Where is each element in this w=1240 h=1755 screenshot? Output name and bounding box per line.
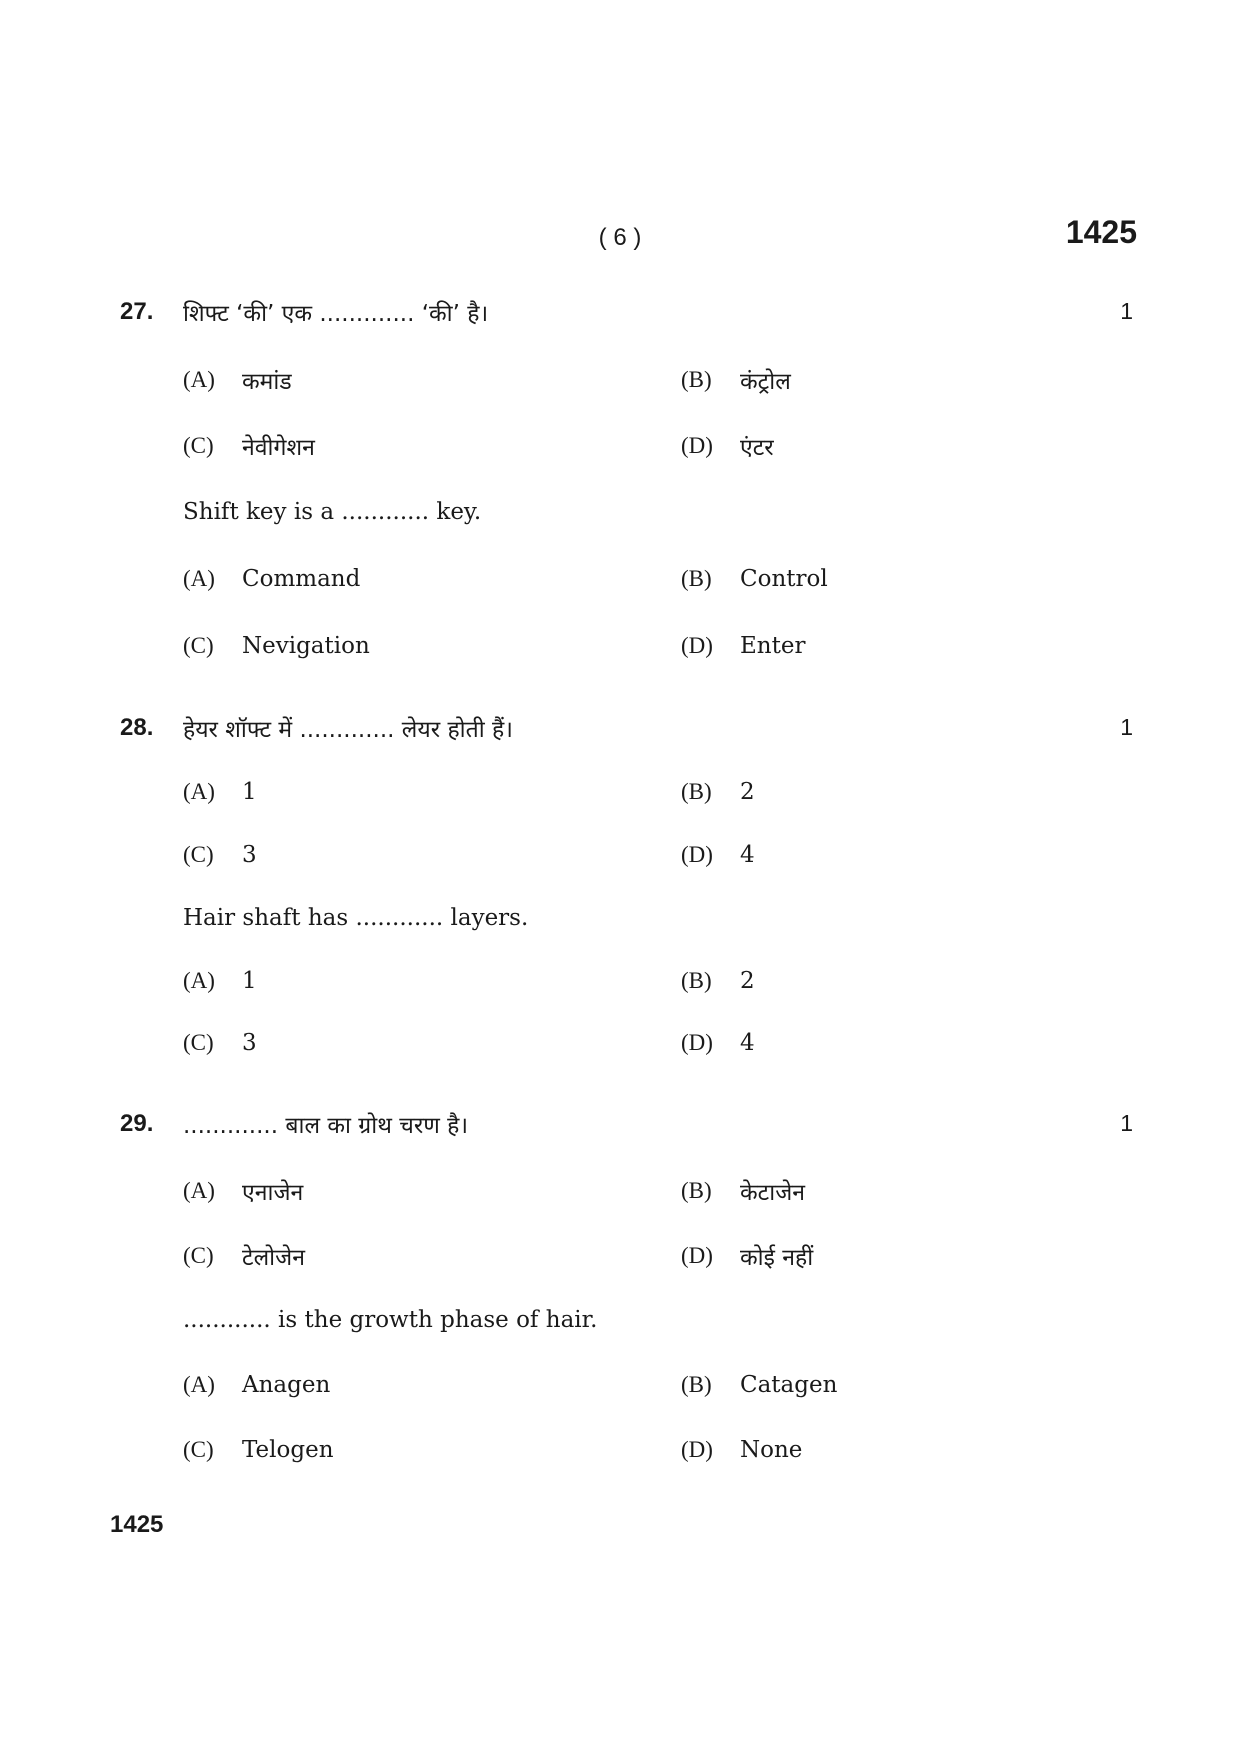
question-marks: 1 xyxy=(1120,298,1133,324)
option-text: Command xyxy=(242,566,361,592)
option-label: (A) xyxy=(183,1178,215,1203)
option-label: (C) xyxy=(183,1437,214,1462)
option-label: (D) xyxy=(681,633,713,658)
question-text-hindi: शिफ्ट ‘की’ एक ............. ‘की’ है। xyxy=(183,301,489,327)
paper-code-header: 1425 xyxy=(1065,214,1137,250)
option-label: (A) xyxy=(183,367,215,392)
option-label: (C) xyxy=(183,433,214,458)
option-label: (B) xyxy=(681,1372,712,1397)
option-label: (C) xyxy=(183,1030,214,1055)
option-text: 2 xyxy=(740,968,755,994)
option-text: 2 xyxy=(740,779,755,805)
option-text: एंटर xyxy=(740,435,774,461)
option-text: कोई नहीं xyxy=(740,1245,814,1271)
option-label: (D) xyxy=(681,842,713,867)
option-text: 1 xyxy=(242,968,257,994)
question-number: 28. xyxy=(120,714,154,741)
option-text: नेवीगेशन xyxy=(242,435,315,461)
option-label: (D) xyxy=(681,1030,713,1055)
option-text: Anagen xyxy=(242,1372,331,1398)
option-label: (A) xyxy=(183,566,215,591)
option-label: (B) xyxy=(681,367,712,392)
option-label: (A) xyxy=(183,1372,215,1397)
option-text: 4 xyxy=(740,1030,755,1056)
option-label: (C) xyxy=(183,842,214,867)
option-text: कंट्रोल xyxy=(740,369,791,395)
option-text: केटाजेन xyxy=(740,1180,806,1206)
option-text: Enter xyxy=(740,633,806,659)
option-text: Catagen xyxy=(740,1372,838,1398)
option-label: (D) xyxy=(681,1243,713,1268)
question-text-english: Shift key is a ............ key. xyxy=(183,499,482,525)
option-text: एनाजेन xyxy=(242,1180,304,1206)
paper-code-footer: 1425 xyxy=(110,1511,164,1538)
option-text: 3 xyxy=(242,842,257,868)
option-label: (A) xyxy=(183,779,215,804)
option-label: (A) xyxy=(183,968,215,993)
option-label: (C) xyxy=(183,1243,214,1268)
question-marks: 1 xyxy=(1120,714,1133,740)
option-label: (D) xyxy=(681,1437,713,1462)
option-label: (B) xyxy=(681,1178,712,1203)
option-label: (C) xyxy=(183,633,214,658)
option-label: (B) xyxy=(681,779,712,804)
question-number: 27. xyxy=(120,298,154,325)
option-text: टेलोजेन xyxy=(242,1245,305,1271)
option-text: 3 xyxy=(242,1030,257,1056)
option-label: (B) xyxy=(681,566,712,591)
page-number: ( 6 ) xyxy=(598,224,642,251)
option-label: (B) xyxy=(681,968,712,993)
option-text: 4 xyxy=(740,842,755,868)
option-text: कमांड xyxy=(242,369,292,395)
question-text-english: ............ is the growth phase of hair. xyxy=(183,1307,598,1333)
question-text-hindi: ............. बाल का ग्रोथ चरण है। xyxy=(183,1113,469,1139)
option-text: Control xyxy=(740,566,828,592)
option-label: (D) xyxy=(681,433,713,458)
question-text-hindi: हेयर शॉफ्ट में ............. लेयर होती हैं। xyxy=(183,717,513,743)
option-text: None xyxy=(740,1437,803,1463)
question-number: 29. xyxy=(120,1110,154,1137)
question-text-english: Hair shaft has ............ layers. xyxy=(183,905,529,931)
option-text: Nevigation xyxy=(242,633,370,659)
question-marks: 1 xyxy=(1120,1110,1133,1136)
option-text: 1 xyxy=(242,779,257,805)
option-text: Telogen xyxy=(242,1437,334,1463)
